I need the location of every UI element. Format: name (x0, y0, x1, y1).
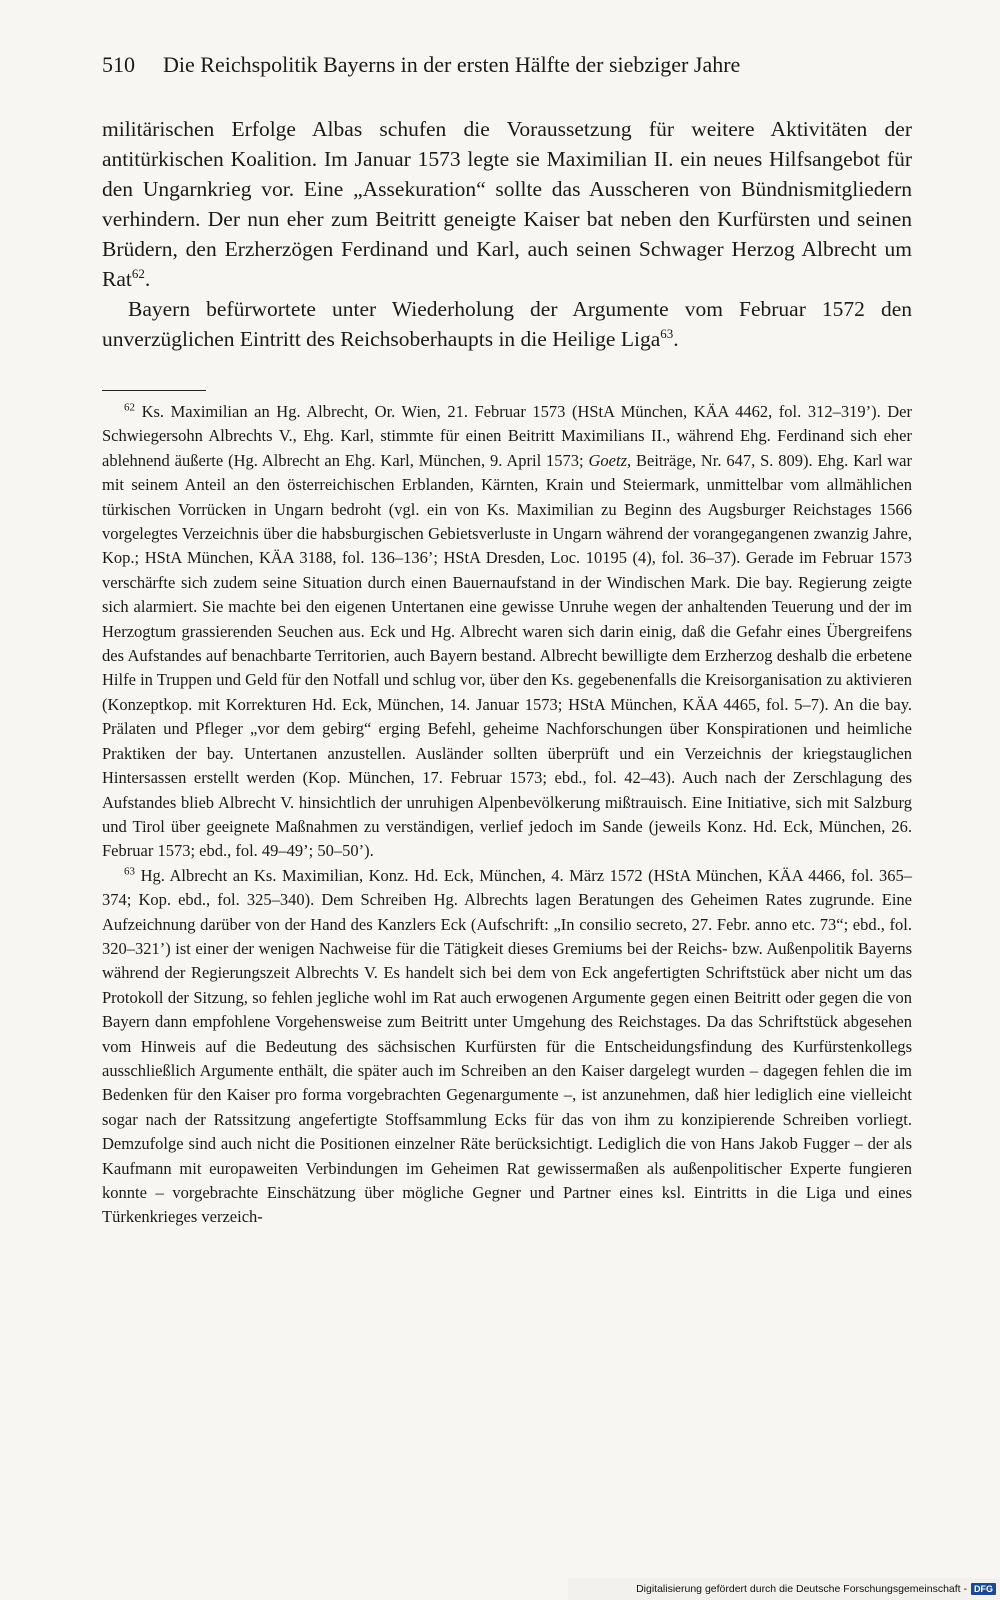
footnote-ref-62[interactable]: 62 (131, 265, 145, 281)
footnotes (102, 400, 912, 1230)
footnote-63-mark: 63 (124, 865, 135, 878)
running-title: Die Reichspolitik Bayerns in der ersten Hälfte der siebziger Jahre (163, 52, 741, 77)
paragraph-2-end: . (673, 327, 679, 351)
footnote-63 (102, 864, 912, 1230)
footnote-ref-63[interactable]: 63 (660, 325, 674, 341)
paragraph-1 (102, 114, 912, 294)
page-number: 510 (102, 52, 135, 77)
footnote-62-text-a: Ks. Maximilian an Hg. Albrecht, Or. Wien, 21. Februar 1573 (HStA München, KÄA 4462, fol. 312–319’). Der Schwiegersohn Albrechts V., Ehg. Karl, stimmte für einen Beitritt Maximilians II., während Ehg. Ferdinand sich eher ablehnend äußerte (Hg. Albrecht an Ehg. Karl, München, 9. April 1573; (102, 402, 912, 470)
footnote-separator (102, 390, 206, 391)
footer-text: Digitalisierung gefördert durch die Deutsche Forschungsgemeinschaft - (636, 1583, 967, 1595)
paragraph-2-text: Bayern befürwortete unter Wiederholung der Argumente vom Februar 1572 den unverzüglichen Eintritt des Reichsoberhaupts in die Heilige Liga (102, 297, 912, 351)
main-text (102, 114, 912, 354)
footnote-62-author: Goetz (588, 450, 628, 470)
footnote-62 (102, 400, 912, 864)
paragraph-2 (102, 294, 912, 354)
digitization-footer (568, 1578, 1000, 1600)
footnote-62-mark: 62 (124, 401, 135, 414)
paragraph-1-end: . (144, 267, 151, 291)
footnote-62-text-b: , Beiträge, Nr. 647, S. 809). Ehg. Karl war mit seinem Anteil an den österreichischen Erblanden, Kärnten, Krain und Steiermark, unmittelbar vom allmählichen türkischen Vorrücken in Ungarn bedroht (vgl. ein von Ks. Maximilian zu Beginn des Augsburger Reichstages 1566 vorgelegtes Verzeichnis über die habsburgischen Gebietsverluste in Ungarn während der vorangegangenen zwanzig Jahre, Kop.; HStA München, KÄA 3188, fol. 136–136’; HStA Dresden, Loc. 10195 (4), fol. 36–37). Gerade im Februar 1573 verschärfte sich zudem seine Situation durch einen Bauernaufstand in der Windischen Mark. Die bay. Regierung zeigte sich alarmiert. Sie machte bei den eigenen Untertanen eine gewisse Unruhe wegen der anhaltenden Teuerung und der im Herzogtum grassierenden Seuchen aus. Eck und Hg. Albrecht waren sich darin einig, daß die Gefahr eines Übergreifens des Aufstandes auf benachbarte Territorien, auch Bayern bestand. Albrecht bewilligte dem Erzherzog deshalb die erbetene Hilfe in Truppen und Geld für den Notfall und schlug vor, über den Ks. gegebenenfalls die Kreisorganisation zu aktivieren (Konzeptkop. mit Korrekturen Hd. Eck, München, 14. Januar 1573; HStA München, KÄA 4465, fol. 5–7). An die bay. Prälaten und Pfleger „vor dem gebirg“ erging Befehl, geheime Nachforschungen über Konspirationen und heimliche Praktiken der bay. Untertanen anzustellen. Ausländer sollten überprüft und ein Verzeichnis der kriegstauglichen Hintersassen erstellt werden (Kop. München, 17. Februar 1573; ebd., fol. 42–43). Auch nach der Zerschlagung des Aufstandes blieb Albrecht V. hinsichtlich der unruhigen Alpenbevölkerung mißtrauisch. Eine Initiative, sich mit Salzburg und Tirol über geeignete Maßnahmen zu verständigen, verlief jedoch im Sande (jeweils Konz. Hd. Eck, München, 26. Februar 1573; ebd., fol. 49–49’; 50–50’). (102, 450, 912, 861)
dfg-logo-icon: DFG (971, 1583, 996, 1595)
footnote-63-text: Hg. Albrecht an Ks. Maximilian, Konz. Hd. Eck, München, 4. März 1572 (HStA München, KÄA 4466, fol. 365–374; Kop. ebd., fol. 325–340). Dem Schreiben Hg. Albrechts lagen Beratungen des Geheimen Rates zugrunde. Eine Aufzeichnung darüber von der Hand des Kanzlers Eck (Aufschrift: „In consilio secreto, 27. Febr. anno etc. 73“; ebd., fol. 320–321’) ist einer der wenigen Nachweise für die Tätigkeit dieses Gremiums bei der Reichs- bzw. Außenpolitik Bayerns während der Regierungszeit Albrechts V. Es handelt sich bei dem von Eck angefertigten Schriftstück aber nicht um das Protokoll der Sitzung, so fehlen jegliche wohl im Rat auch erwogenen Argumente gegen einen Beitritt oder gegen die von Bayern dann empfohlene Vorgehensweise zum Beitritt unter Umgehung des Reichstages. Da das Schriftstück abgesehen vom Hinweis auf die Bedeutung des sächsischen Kurfürsten für die Entscheidungsfindung des Kurfürstenkollegs ausschließlich Argumente enthält, die später auch im Schreiben an den Kaiser dargelegt wurden – dagegen fehlen die im Bedenken für den Kaiser pro forma vorgebrachten Gegenargumente –, ist anzunehmen, daß hier lediglich eine vielleicht sogar nach der Ratssitzung angefertigte Stoffsammlung Ecks für das von ihm zu konzipierende Schreiben vorliegt. Demzufolge sind auch nicht die Positionen einzelner Räte berücksichtigt. Lediglich die von Hans Jakob Fugger – der als Kaufmann mit europaweiten Verbindungen im Geheimen Rat gewissermaßen als außenpolitischer Experte fungieren konnte – vorgebrachte Einschätzung über mögliche Gegner und Partner eines ksl. Eintritts in die Liga und eines Türkenkrieges verzeich- (102, 865, 912, 1227)
paragraph-1-text: militärischen Erfolge Albas schufen die Voraussetzung für weitere Aktivitäten der antitürkischen Koalition. Im Januar 1573 legte sie Maximilian II. ein neues Hilfsangebot für den Ungarnkrieg vor. Eine „Assekuration“ sollte das Ausscheren von Bündnismitgliedern verhindern. Der nun eher zum Beitritt geneigte Kaiser bat neben den Kurfürsten und seinen Brüdern, den Erzherzögen Ferdinand und Karl, auch seinen Schwager Herzog Albrecht um Rat (102, 117, 912, 291)
running-header (102, 52, 902, 78)
